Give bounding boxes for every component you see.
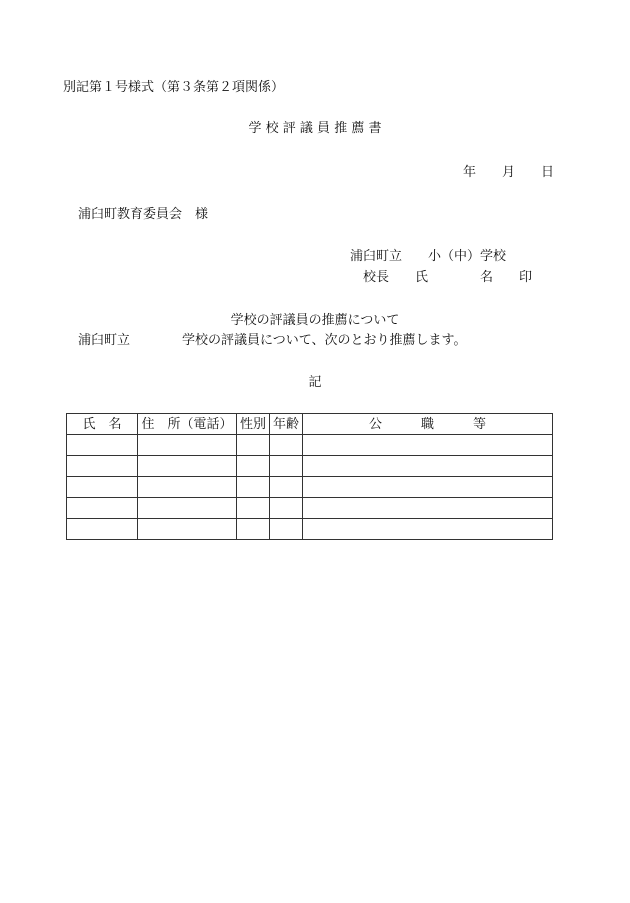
table-header-row [67,414,553,435]
cell-address[interactable] [138,477,237,498]
cell-gender[interactable] [237,477,270,498]
cell-age[interactable] [270,435,303,456]
cell-gender[interactable] [237,498,270,519]
cell-gender[interactable] [237,456,270,477]
cell-name[interactable] [67,519,138,540]
header-address: 住 所（電話） [138,414,237,435]
cell-public-office[interactable] [303,477,553,498]
body-text: 浦臼町立 学校の評議員について、次のとおり推薦します。 [78,333,467,348]
cell-age[interactable] [270,477,303,498]
table-row [67,498,553,519]
form-label: 別記第１号様式（第３条第２項関係） [63,80,285,95]
cell-address[interactable] [138,435,237,456]
nominee-table [66,413,553,540]
table-row [67,477,553,498]
cell-public-office[interactable] [303,519,553,540]
cell-name[interactable] [67,477,138,498]
cell-address[interactable] [138,456,237,477]
cell-public-office[interactable] [303,435,553,456]
ki-heading: 記 [308,375,322,390]
cell-gender[interactable] [237,435,270,456]
cell-public-office[interactable] [303,498,553,519]
table-row [67,435,553,456]
date-line: 年 月 日 [463,165,555,180]
table-row [67,456,553,477]
cell-gender[interactable] [237,519,270,540]
header-name: 氏 名 [67,414,138,435]
cell-name[interactable] [67,435,138,456]
header-gender: 性別 [237,414,270,435]
cell-name[interactable] [67,498,138,519]
cell-age[interactable] [270,519,303,540]
cell-age[interactable] [270,456,303,477]
header-public-office: 公 職 等 [303,414,553,435]
cell-public-office[interactable] [303,456,553,477]
cell-name[interactable] [67,456,138,477]
cell-address[interactable] [138,519,237,540]
header-age: 年齢 [270,414,303,435]
cell-age[interactable] [270,498,303,519]
table-row [67,519,553,540]
school-line: 浦臼町立 小（中）学校 [350,249,507,264]
subject-line: 学校の評議員の推薦について [230,313,400,328]
principal-line: 校長 氏 名 印 [363,270,533,285]
addressee: 浦臼町教育委員会 様 [78,207,209,222]
document-title: 学 校 評 議 員 推 薦 書 [248,121,382,136]
cell-address[interactable] [138,498,237,519]
